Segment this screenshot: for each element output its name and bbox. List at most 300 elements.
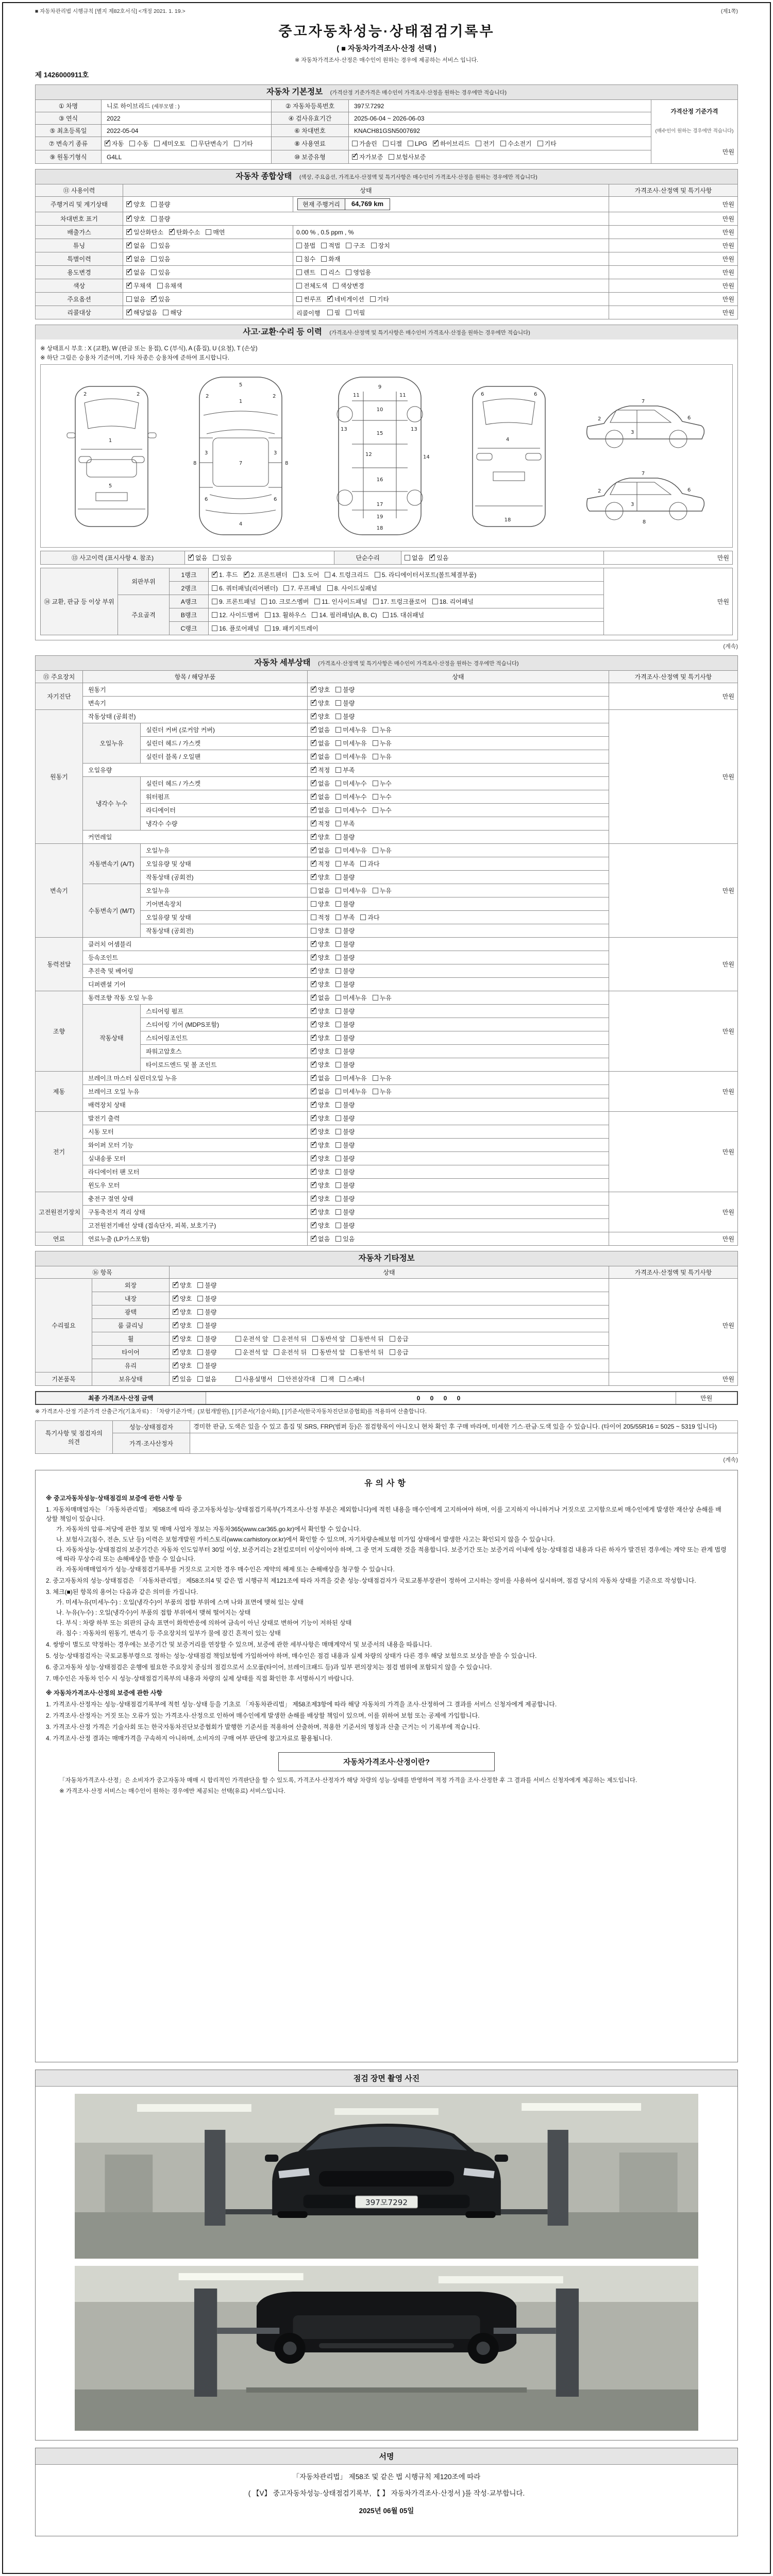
col-usage-history: ⑪ 사용이력 xyxy=(36,184,123,197)
svg-text:2: 2 xyxy=(137,392,140,397)
checkbox-있음[interactable] xyxy=(151,255,170,263)
color-label: 색상 xyxy=(36,279,123,293)
checkbox-group xyxy=(173,1347,222,1357)
checkbox-8. 사이드실패널[interactable] xyxy=(327,584,377,592)
final-price-section xyxy=(35,1391,738,1415)
status-cell xyxy=(308,1165,609,1179)
checkbox-없음[interactable] xyxy=(126,295,145,303)
checkbox-양호[interactable] xyxy=(311,1221,330,1230)
checkbox-양호[interactable] xyxy=(311,1154,330,1163)
checkbox-group xyxy=(212,583,600,593)
checkbox-적정[interactable] xyxy=(311,819,330,828)
checkbox-유채색[interactable] xyxy=(157,281,182,290)
checkbox-box-icon xyxy=(296,283,302,289)
checkbox-label: 누유 xyxy=(379,740,392,747)
checkbox-응급[interactable] xyxy=(390,1348,409,1357)
checkbox-1. 후드[interactable] xyxy=(212,570,238,579)
section-title-accident xyxy=(35,325,738,340)
checkbox-장치[interactable] xyxy=(371,241,390,250)
checkbox-누유[interactable] xyxy=(373,846,392,855)
checkbox-불량[interactable] xyxy=(335,1181,355,1190)
checkbox-label: 누수 xyxy=(379,780,392,787)
checkbox-과다[interactable] xyxy=(360,859,379,868)
checkbox-양호[interactable] xyxy=(311,940,330,948)
checkbox-불량[interactable] xyxy=(335,1127,355,1136)
simple-repair-options-cell xyxy=(401,551,604,565)
checkbox-양호[interactable] xyxy=(173,1361,192,1370)
checkbox-없음[interactable] xyxy=(126,255,145,263)
checkbox-label: 불량 xyxy=(343,981,355,988)
checkbox-3. 도어[interactable] xyxy=(293,570,320,579)
checkbox-16. 플로어패널[interactable] xyxy=(212,624,259,633)
checkbox-있음[interactable] xyxy=(335,1234,355,1243)
checkbox-있음[interactable] xyxy=(213,553,232,562)
checkbox-없음[interactable] xyxy=(311,806,330,815)
checkbox-불량[interactable] xyxy=(335,1194,355,1203)
checkbox-하이브리드[interactable] xyxy=(433,139,470,148)
checkbox-group xyxy=(212,623,600,633)
checkbox-누수[interactable] xyxy=(373,779,392,788)
status-cell xyxy=(308,1031,609,1045)
final-price-amount: 0 0 0 0 xyxy=(206,1392,676,1404)
checkbox-운전석 뒤[interactable] xyxy=(274,1334,307,1343)
checkbox-있음[interactable] xyxy=(429,553,448,562)
checkbox-자동[interactable] xyxy=(105,139,124,148)
checkbox-없음[interactable] xyxy=(126,241,145,250)
checkbox-label: 불량 xyxy=(343,1142,355,1149)
checkbox-불량[interactable] xyxy=(335,873,355,882)
checkbox-13. 휠하우스[interactable] xyxy=(265,611,306,619)
checkbox-양호[interactable] xyxy=(311,1020,330,1029)
checkbox-불량[interactable] xyxy=(335,1208,355,1216)
checkbox-2. 프론트펜더[interactable] xyxy=(244,570,288,579)
checkbox-미세누유[interactable] xyxy=(335,1087,366,1096)
checkbox-양호[interactable] xyxy=(173,1321,192,1330)
checkbox-양호[interactable] xyxy=(173,1281,192,1290)
checkbox-없음[interactable] xyxy=(126,268,145,277)
checkbox-box-icon xyxy=(126,310,132,315)
checkbox-영업용[interactable] xyxy=(346,268,371,277)
checkbox-불량[interactable] xyxy=(151,200,170,209)
checkbox-부족[interactable] xyxy=(335,766,355,774)
checkbox-box-icon xyxy=(212,612,217,618)
checkbox-box-icon xyxy=(296,296,302,302)
checkbox-group xyxy=(296,281,606,291)
checkbox-수소전기[interactable] xyxy=(500,139,531,148)
checkbox-10. 크로스멤버[interactable] xyxy=(261,597,309,606)
checkbox-운전석 앞[interactable] xyxy=(236,1334,268,1343)
checkbox-부족[interactable] xyxy=(335,913,355,922)
checkbox-15. 대쉬패널[interactable] xyxy=(383,611,424,619)
checkbox-box-icon xyxy=(335,821,341,826)
checkbox-box-icon xyxy=(335,781,341,786)
checkbox-디젤[interactable] xyxy=(383,139,402,148)
checkbox-불량[interactable] xyxy=(335,833,355,841)
checkbox-양호[interactable] xyxy=(311,1194,330,1203)
checkbox-미세누유[interactable] xyxy=(335,752,366,761)
checkbox-기타[interactable] xyxy=(370,295,389,303)
checkbox-양호[interactable] xyxy=(311,900,330,908)
checkbox-불량[interactable] xyxy=(335,926,355,935)
checkbox-box-icon xyxy=(212,585,217,591)
status-cell xyxy=(308,857,609,871)
checkbox-label: 불량 xyxy=(343,713,355,720)
checkbox-label: 없음 xyxy=(318,740,330,747)
checkbox-전기[interactable] xyxy=(476,139,495,148)
checkbox-기타[interactable] xyxy=(234,139,253,148)
checkbox-양호[interactable] xyxy=(311,967,330,975)
checkbox-양호[interactable] xyxy=(173,1308,192,1316)
checkbox-해당[interactable] xyxy=(163,308,182,317)
checkbox-label: 양호 xyxy=(318,713,330,720)
checkbox-label: 양호 xyxy=(318,1128,330,1136)
checkbox-label: 불법 xyxy=(304,242,316,249)
vin-label: ⑥ 차대번호 xyxy=(272,125,349,137)
checkbox-7. 루프패널[interactable] xyxy=(283,584,322,592)
status-cell xyxy=(308,991,609,1005)
special-sub-cell xyxy=(293,252,609,266)
checkbox-box-icon xyxy=(335,1048,341,1054)
checkbox-없음[interactable] xyxy=(311,792,330,801)
checkbox-불량[interactable] xyxy=(335,1141,355,1149)
checkbox-썬루프[interactable] xyxy=(296,295,322,303)
checkbox-동반석 뒤[interactable] xyxy=(351,1334,384,1343)
checkbox-box-icon xyxy=(173,1376,178,1382)
checkbox-양호[interactable] xyxy=(311,699,330,707)
checkbox-미세누수[interactable] xyxy=(335,806,366,815)
checkbox-label: 누유 xyxy=(379,1088,392,1095)
checkbox-보험사보증[interactable] xyxy=(389,152,426,161)
checkbox-없음[interactable] xyxy=(311,725,330,734)
checkbox-불량[interactable] xyxy=(197,1348,216,1357)
checkbox-19. 패키지트레이[interactable] xyxy=(265,624,318,633)
document-title-note: ※ 자동차가격조사·산정은 매수인이 원하는 경우에 제공하는 서비스 입니다. xyxy=(294,57,479,63)
checkbox-LPG[interactable] xyxy=(408,140,427,147)
checkbox-누수[interactable] xyxy=(373,806,392,815)
checkbox-불량[interactable] xyxy=(151,214,170,223)
checkbox-동반석 뒤[interactable] xyxy=(351,1348,384,1357)
signature-line2: ( 【V】 중고자동차성능·상태점검기록부, 【 】 자동차가격조사·산정서 )를 작성·교부합니다. xyxy=(248,2489,525,2498)
checkbox-누유[interactable] xyxy=(373,752,392,761)
section-title-etc-text: 자동차 기타정보 xyxy=(358,1254,415,1263)
checkbox-양호[interactable] xyxy=(311,980,330,989)
checkbox-동반석 앞[interactable] xyxy=(312,1348,345,1357)
checkbox-9. 프론트패널[interactable] xyxy=(212,597,256,606)
checkbox-label: 없음 xyxy=(318,1088,330,1095)
checkbox-필[interactable] xyxy=(327,308,341,317)
checkbox-일산화탄소[interactable] xyxy=(126,228,163,236)
checkbox-자가보증[interactable] xyxy=(352,152,383,161)
checkbox-미필[interactable] xyxy=(346,308,365,317)
checkbox-불량[interactable] xyxy=(335,1020,355,1029)
row-label: 브레이크 마스터 실린더오일 누유 xyxy=(83,1072,308,1085)
checkbox-14. 필러패널(A, B, C)[interactable] xyxy=(312,611,377,619)
svg-text:13: 13 xyxy=(410,427,417,432)
checkbox-group xyxy=(311,1234,606,1244)
row-label: 연료누출 (LP가스포함) xyxy=(83,1232,308,1246)
checkbox-label: 불량 xyxy=(343,1035,355,1042)
checkbox-불량[interactable] xyxy=(197,1334,216,1343)
checkbox-없음[interactable] xyxy=(311,993,330,1002)
rankA-items-cell xyxy=(209,595,604,608)
checkbox-미세누유[interactable] xyxy=(335,1074,366,1082)
checkbox-세미오토[interactable] xyxy=(154,139,185,148)
checkbox-불량[interactable] xyxy=(335,1033,355,1042)
checkbox-없음[interactable] xyxy=(311,1074,330,1082)
checkbox-미세누유[interactable] xyxy=(335,739,366,748)
checkbox-없음[interactable] xyxy=(311,886,330,895)
checkbox-없음[interactable] xyxy=(311,1234,330,1243)
checkbox-label: 불량 xyxy=(343,834,355,841)
checkbox-사용설명서[interactable] xyxy=(236,1375,273,1383)
checkbox-label: 양호 xyxy=(318,941,330,948)
checkbox-11. 인사이드패널[interactable] xyxy=(314,597,367,606)
checkbox-미세누수[interactable] xyxy=(335,792,366,801)
checkbox-불량[interactable] xyxy=(335,1221,355,1230)
checkbox-불량[interactable] xyxy=(335,1060,355,1069)
checkbox-label: 동반석 앞 xyxy=(320,1349,345,1356)
checkbox-불량[interactable] xyxy=(335,900,355,908)
checkbox-box-icon xyxy=(335,928,341,934)
svg-text:1: 1 xyxy=(109,438,112,444)
checkbox-양호[interactable] xyxy=(311,1127,330,1136)
checkbox-불량[interactable] xyxy=(335,1047,355,1056)
checkbox-6. 쿼터패널(리어펜더)[interactable] xyxy=(212,584,278,592)
checkbox-불량[interactable] xyxy=(335,1154,355,1163)
checkbox-매연[interactable] xyxy=(206,228,225,236)
checkbox-label: 불량 xyxy=(205,1295,217,1302)
checkbox-양호[interactable] xyxy=(126,214,145,223)
checkbox-미세누유[interactable] xyxy=(335,846,366,855)
checkbox-미세누수[interactable] xyxy=(335,779,366,788)
checkbox-있음[interactable] xyxy=(151,241,170,250)
transmission-options-cell xyxy=(102,137,272,150)
checkbox-없음[interactable] xyxy=(188,553,207,562)
status-cell xyxy=(308,951,609,964)
checkbox-17. 트렁크플로어[interactable] xyxy=(373,597,427,606)
checkbox-양호[interactable] xyxy=(311,873,330,882)
checkbox-group xyxy=(311,1221,606,1230)
checkbox-운전석 뒤[interactable] xyxy=(274,1348,307,1357)
checkbox-box-icon xyxy=(296,243,302,248)
checkbox-불량[interactable] xyxy=(335,953,355,962)
checkbox-box-icon xyxy=(188,555,194,561)
checkbox-box-icon xyxy=(335,794,341,800)
checkbox-미세누유[interactable] xyxy=(335,725,366,734)
checkbox-양호[interactable] xyxy=(311,1114,330,1123)
checkbox-무채색[interactable] xyxy=(126,281,152,290)
checkbox-네비게이션[interactable] xyxy=(327,295,364,303)
checkbox-양호[interactable] xyxy=(311,1141,330,1149)
checkbox-불량[interactable] xyxy=(335,1100,355,1109)
checkbox-해당없음[interactable] xyxy=(126,308,157,317)
checkbox-미세누유[interactable] xyxy=(335,993,366,1002)
checkbox-label: 있음 xyxy=(180,1376,192,1383)
checkbox-group xyxy=(173,1280,606,1290)
checkbox-불량[interactable] xyxy=(335,685,355,694)
year-label: ③ 연식 xyxy=(36,112,102,125)
checkbox-없음[interactable] xyxy=(197,1375,216,1383)
checkbox-양호[interactable] xyxy=(173,1294,192,1303)
checkbox-적정[interactable] xyxy=(311,859,330,868)
checkbox-불량[interactable] xyxy=(335,699,355,707)
checkbox-불량[interactable] xyxy=(197,1294,216,1303)
checkbox-색상변경[interactable] xyxy=(333,281,364,290)
checkbox-label: 16. 플로어패널 xyxy=(219,625,259,632)
checkbox-box-icon xyxy=(383,612,389,618)
base-price-note: (매수인이 원하는 경우에만 적습니다) xyxy=(655,128,734,134)
first-reg-label: ⑤ 최초등록일 xyxy=(36,125,102,137)
checkbox-안전삼각대[interactable] xyxy=(278,1375,315,1383)
checkbox-누유[interactable] xyxy=(373,1087,392,1096)
continue-marker: (계속) xyxy=(723,643,738,650)
price-cell: 만원 xyxy=(609,1192,738,1232)
checkbox-누유[interactable] xyxy=(373,725,392,734)
checkbox-label: 있음 xyxy=(158,242,171,249)
checkbox-양호[interactable] xyxy=(311,1047,330,1056)
checkbox-label: LPG xyxy=(414,140,427,147)
checkbox-label: 12. 사이드멤버 xyxy=(219,612,259,619)
checkbox-양호[interactable] xyxy=(311,685,330,694)
checkbox-box-icon xyxy=(169,229,175,235)
checkbox-무단변속기[interactable] xyxy=(191,139,228,148)
checkbox-미세누유[interactable] xyxy=(335,886,366,895)
checkbox-없음[interactable] xyxy=(311,846,330,855)
checkbox-리스[interactable] xyxy=(321,268,340,277)
checkbox-동반석 앞[interactable] xyxy=(312,1334,345,1343)
checkbox-불량[interactable] xyxy=(335,1167,355,1176)
checkbox-불량[interactable] xyxy=(335,1007,355,1015)
checkbox-label: 누수 xyxy=(379,807,392,814)
svg-text:3: 3 xyxy=(204,450,208,456)
checkbox-group xyxy=(173,1294,606,1303)
checkbox-가솔린[interactable] xyxy=(352,139,377,148)
group-engine: 원동기 xyxy=(36,710,83,844)
checkbox-탄화수소[interactable] xyxy=(169,228,200,236)
checkbox-box-icon xyxy=(105,141,110,146)
checkbox-과다[interactable] xyxy=(360,913,379,922)
checkbox-양호[interactable] xyxy=(173,1348,192,1357)
row-label: 실린더 커버 (로커암 커버) xyxy=(141,723,308,737)
checkbox-group xyxy=(311,765,606,775)
checkbox-label: 필 xyxy=(334,309,341,316)
status-cell xyxy=(308,1058,609,1072)
checkbox-양호[interactable] xyxy=(311,1181,330,1190)
checkbox-양호[interactable] xyxy=(173,1334,192,1343)
checkbox-box-icon xyxy=(335,714,341,719)
checkbox-group xyxy=(311,872,606,882)
checkbox-불량[interactable] xyxy=(335,967,355,975)
checkbox-있음[interactable] xyxy=(151,268,170,277)
checkbox-양호[interactable] xyxy=(311,833,330,841)
checkbox-양호[interactable] xyxy=(311,1007,330,1015)
checkbox-불량[interactable] xyxy=(197,1281,216,1290)
checkbox-렌트[interactable] xyxy=(296,268,315,277)
checkbox-없음[interactable] xyxy=(311,779,330,788)
group-transmission: 변속기 xyxy=(36,844,83,938)
checkbox-불량[interactable] xyxy=(197,1308,216,1316)
checkbox-적정[interactable] xyxy=(311,913,330,922)
checkbox-수동[interactable] xyxy=(129,139,148,148)
checkbox-label: 해당없음 xyxy=(133,309,158,316)
checkbox-응급[interactable] xyxy=(390,1334,409,1343)
checkbox-없음[interactable] xyxy=(311,739,330,748)
checkbox-불량[interactable] xyxy=(335,1114,355,1123)
checkbox-적정[interactable] xyxy=(311,766,330,774)
checkbox-없음[interactable] xyxy=(311,752,330,761)
checkbox-있음[interactable] xyxy=(173,1375,192,1383)
checkbox-불량[interactable] xyxy=(335,980,355,989)
checkbox-구조[interactable] xyxy=(346,241,365,250)
rankB-label: B랭크 xyxy=(170,608,209,622)
checkbox-양호[interactable] xyxy=(311,926,330,935)
checkbox-box-icon xyxy=(311,1209,316,1215)
checkbox-label: 7. 루프패널 xyxy=(291,585,322,592)
checkbox-양호[interactable] xyxy=(311,953,330,962)
checkbox-누유[interactable] xyxy=(373,993,392,1002)
checkbox-스패너[interactable] xyxy=(340,1375,365,1383)
checkbox-양호[interactable] xyxy=(311,1033,330,1042)
checkbox-불량[interactable] xyxy=(197,1321,216,1330)
accident-history-label: ⑬ 사고이력 (표시사항 4. 참조) xyxy=(41,551,185,565)
checkbox-label: 양호 xyxy=(318,1061,330,1069)
checkbox-label: 양호 xyxy=(180,1349,192,1356)
checkbox-label: 침수 xyxy=(304,256,316,263)
row-label: 라디에이터 xyxy=(141,804,308,817)
checkbox-적법[interactable] xyxy=(321,241,340,250)
checkbox-양호[interactable] xyxy=(311,1167,330,1176)
checkbox-누유[interactable] xyxy=(373,1074,392,1082)
checkbox-12. 사이드멤버[interactable] xyxy=(212,611,259,619)
checkbox-label: 불량 xyxy=(343,941,355,948)
checkbox-4. 트렁크리드[interactable] xyxy=(325,570,368,579)
checkbox-불량[interactable] xyxy=(197,1361,216,1370)
checkbox-침수[interactable] xyxy=(296,255,315,263)
checkbox-5. 라디에이터서포트(볼트체결부품)[interactable] xyxy=(375,570,477,579)
checkbox-잭[interactable] xyxy=(321,1375,334,1383)
checkbox-운전석 앞[interactable] xyxy=(236,1348,268,1357)
checkbox-양호[interactable] xyxy=(311,1060,330,1069)
checkbox-누유[interactable] xyxy=(373,739,392,748)
checkbox-누수[interactable] xyxy=(373,792,392,801)
checkbox-부족[interactable] xyxy=(335,859,355,868)
checkbox-box-icon xyxy=(197,1363,203,1368)
checkbox-box-icon xyxy=(335,955,341,960)
document-page xyxy=(2,2,771,2574)
checkbox-있음[interactable] xyxy=(151,295,170,303)
checkbox-불법[interactable] xyxy=(296,241,315,250)
row-label: 보유상태 xyxy=(92,1372,170,1386)
checkbox-기타[interactable] xyxy=(537,139,557,148)
checkbox-양호[interactable] xyxy=(126,200,145,209)
checkbox-box-icon xyxy=(157,283,163,289)
checkbox-부족[interactable] xyxy=(335,819,355,828)
svg-text:8: 8 xyxy=(642,519,646,525)
checkbox-양호[interactable] xyxy=(311,1208,330,1216)
checkbox-없음[interactable] xyxy=(405,553,424,562)
checkbox-양호[interactable] xyxy=(311,712,330,721)
checkbox-누유[interactable] xyxy=(373,886,392,895)
checkbox-불량[interactable] xyxy=(335,940,355,948)
checkbox-box-icon xyxy=(327,310,333,315)
checkbox-없음[interactable] xyxy=(311,1087,330,1096)
checkbox-전체도색[interactable] xyxy=(296,281,327,290)
status-cell xyxy=(308,978,609,991)
checkbox-18. 리어패널[interactable] xyxy=(432,597,474,606)
checkbox-양호[interactable] xyxy=(311,1100,330,1109)
checkbox-불량[interactable] xyxy=(335,712,355,721)
checkbox-화재[interactable] xyxy=(321,255,340,263)
